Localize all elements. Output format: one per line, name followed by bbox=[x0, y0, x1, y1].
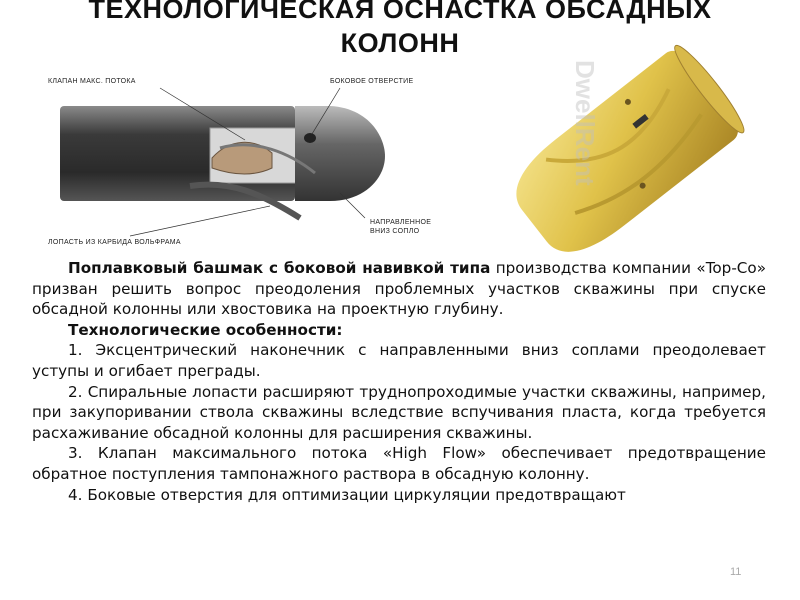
intro-rest: производства компании «Top-Co» призван решить вопрос преодоления проблемных участков скважины при спуске обсадной колонны или хвостовика на проектную глубину. bbox=[32, 259, 766, 319]
title-line-2: КОЛОНН bbox=[340, 28, 460, 58]
label-side-hole: БОКОВОЕ ОТВЕРСТИЕ bbox=[330, 78, 414, 85]
label-max-flow-valve: КЛАПАН МАКС. ПОТОКА bbox=[48, 78, 136, 85]
feature-item-4: 4. Боковые отверстия для оптимизации циркуляции предотвращают bbox=[68, 485, 626, 504]
feature-item-1: 1. Эксцентрический наконечник с направленными вниз соплами преодолевает уступы и огибает преграды. bbox=[32, 341, 766, 380]
intro-bold: Поплавковый башмак с боковой навивкой типа bbox=[68, 259, 491, 277]
label-tungsten-carbide-blade: ЛОПАСТЬ ИЗ КАРБИДА ВОЛЬФРАМА bbox=[48, 239, 181, 246]
slide-body-text bbox=[32, 258, 766, 505]
feature-item-2: 2. Спиральные лопасти расширяют труднопроходимые участки скважины, например, при закупоривании ствола скважины вследствие вспучивания пласта, когда требуется расхаживание обсадной колонны для расширения скважины. bbox=[32, 382, 766, 442]
title-line-1: ТЕХНОЛОГИЧЕСКАЯ ОСНАСТКА ОБСАДНЫХ bbox=[88, 0, 712, 24]
float-shoe-photo bbox=[500, 40, 750, 270]
yellow-float-shoe-image bbox=[500, 40, 750, 270]
watermark: DwellRent bbox=[570, 60, 600, 186]
label-nozzle-line-1: НАПРАВЛЕННОЕ bbox=[370, 219, 432, 226]
label-nozzle bbox=[370, 218, 431, 236]
page-number: 11 bbox=[730, 566, 742, 578]
float-shoe-cutaway-diagram bbox=[40, 68, 432, 253]
cutaway-illustration bbox=[40, 68, 420, 253]
features-heading: Технологические особенности: bbox=[68, 320, 343, 339]
label-nozzle-line-2: ВНИЗ СОПЛО bbox=[370, 228, 420, 235]
feature-item-3: 3. Клапан максимального потока «High Flow» обеспечивает предотвращение обратное поступления тампонажного раствора в обсадную колонну. bbox=[32, 444, 766, 483]
intro-paragraph bbox=[32, 258, 766, 320]
